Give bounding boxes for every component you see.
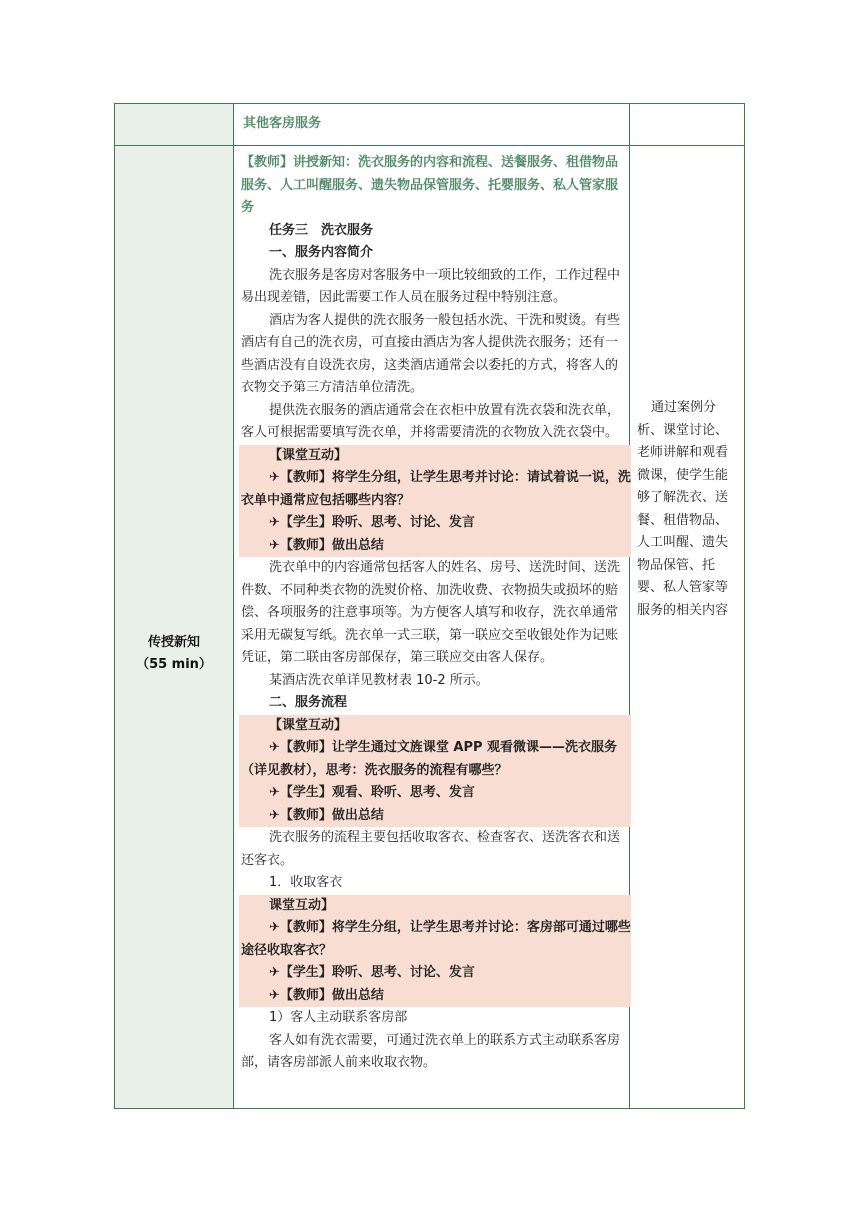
left-body-cell <box>115 146 233 1108</box>
category-title: 其他客房服务 <box>243 116 322 131</box>
paragraph: 洗衣服务是客房对客服务中一项比较细致的工作，工作过程中易出现差错，因此需要工作人员在服务过程中特别注意。 <box>241 267 621 305</box>
lesson-content <box>241 152 631 1075</box>
section-heading: 一、服务内容简介 <box>269 245 374 260</box>
row-divider <box>115 145 744 146</box>
paragraph: 客人如有洗衣需要，可通过洗衣单上的联系方式主动联系客房部，请客房部派人前来收取衣物。 <box>241 1032 621 1070</box>
stage-label <box>115 632 233 676</box>
paragraph: 某酒店洗衣单详见教材表 10-2 所示。 <box>269 672 489 688</box>
interaction-line: ✈【教师】做出总结 <box>269 537 384 553</box>
paragraph: 酒店为客人提供的洗衣服务一般包括水洗、干洗和熨烫。有些酒店有自己的洗衣房，可直接由酒店为客人提供洗衣服务；还有一些酒店没有自设洗衣房，这类酒店通常会以委托的方式，将客人的衣物交予第三方清洁单位清洗。 <box>241 312 621 395</box>
interaction-line: ✈【教师】做出总结 <box>269 807 384 823</box>
interaction-line: ✈【学生】观看、聆听、思考、发言 <box>269 785 475 800</box>
column-divider <box>233 104 234 1108</box>
interaction-line: ✈【教师】将学生分组，让学生思考并讨论：请试着说一说，洗衣单中通常应包括哪些内容？ <box>241 470 631 508</box>
interaction-line: ✈【教师】让学生通过文旌课堂 APP 观看微课——洗衣服务（详见教材），思考：洗衣服务的流程有哪些？ <box>241 740 618 778</box>
lesson-table <box>114 103 745 1109</box>
teaching-objective <box>637 397 737 622</box>
paragraph: 提供洗衣服务的酒店通常会在衣柜中放置有洗衣袋和洗衣单，客人可根据需要填写洗衣单，并将需要清洗的衣物放入洗衣袋中。 <box>241 402 621 440</box>
objective-text: 通过案例分析、课堂讨论、老师讲解和观看微课，使学生能够了解洗衣、送餐、租借物品、人工叫醒、遗失物品保管、托婴、私人管家等服务的相关内容 <box>637 400 729 618</box>
interaction-box <box>239 445 631 558</box>
teacher-intro: 【教师】讲授新知：洗衣服务的内容和流程、送餐服务、租借物品服务、人工叫醒服务、遗失物品保管服务、托婴服务、私人管家服务 <box>241 155 619 215</box>
interaction-line: ✈【学生】聆听、思考、讨论、发言 <box>269 965 475 980</box>
interaction-box <box>239 715 631 828</box>
left-header-cell <box>115 104 233 145</box>
interaction-line: ✈【教师】做出总结 <box>269 987 384 1003</box>
sub-heading: 1）客人主动联系客房部 <box>269 1010 408 1025</box>
interaction-title: 课堂互动】 <box>269 897 335 913</box>
interaction-line: ✈【教师】将学生分组，让学生思考并讨论：客房部可通过哪些途径收取客衣？ <box>241 920 631 958</box>
section-heading: 二、服务流程 <box>269 695 348 710</box>
stage-name: 传授新知 <box>147 635 200 650</box>
interaction-title: 【课堂互动】 <box>269 447 348 463</box>
stage-duration: （55 min） <box>136 657 212 672</box>
interaction-box <box>239 895 631 1008</box>
task-title: 任务三 洗衣服务 <box>269 222 374 238</box>
paragraph: 洗衣单中的内容通常包括客人的姓名、房号、送洗时间、送洗件数、不同种类衣物的洗熨价格、加洗收费、衣物损失或损坏的赔偿、各项服务的注意事项等。为方便客人填写和收存，洗衣单通常采用无碳复写纸。洗衣单一式三联，第一联应交至收银处作为记账凭证，第二联由客房部保存，第三联应交由客人保存。 <box>241 560 621 665</box>
paragraph: 洗衣服务的流程主要包括收取客衣、检查客衣、送洗客衣和送还客衣。 <box>241 830 621 868</box>
interaction-title: 【课堂互动】 <box>269 717 348 733</box>
interaction-line: ✈【学生】聆听、思考、讨论、发言 <box>269 515 475 530</box>
step-heading: 1．收取客衣 <box>269 875 343 890</box>
